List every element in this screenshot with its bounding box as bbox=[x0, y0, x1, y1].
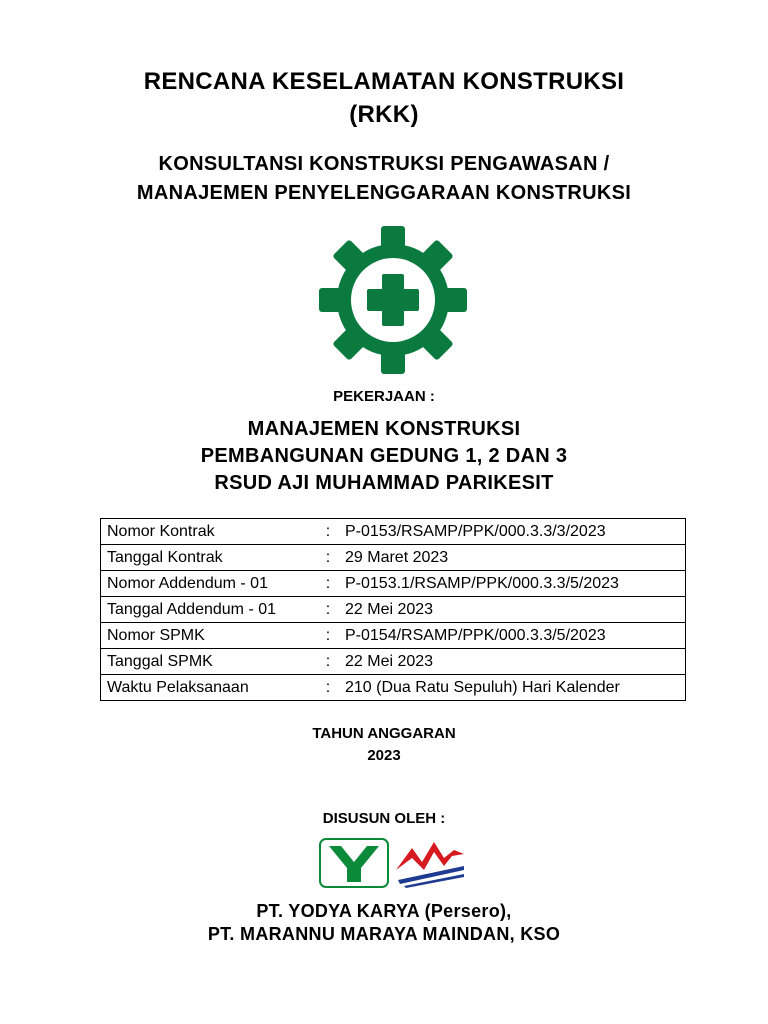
row-value: 22 Mei 2023 bbox=[339, 649, 686, 675]
table-row bbox=[101, 597, 686, 623]
company-line2: PT. MARANNU MARAYA MAINDAN, KSO bbox=[207, 924, 561, 944]
row-key: Nomor SPMK bbox=[101, 623, 318, 649]
doc-title-line2: (RKK) bbox=[349, 101, 419, 128]
yodya-karya-logo bbox=[319, 838, 389, 888]
doc-subtitle-line2: MANAJEMEN PENYELENGGARAAN KONSTRUKSI bbox=[136, 182, 632, 204]
row-key: Nomor Addendum - 01 bbox=[101, 571, 318, 597]
row-value: P-0153/RSAMP/PPK/000.3.3/3/2023 bbox=[339, 519, 686, 545]
table-row bbox=[101, 623, 686, 649]
row-sep: : bbox=[317, 623, 339, 649]
anggaran-label: TAHUN ANGGARAN bbox=[312, 725, 456, 742]
disusun-label: DISUSUN OLEH : bbox=[322, 810, 446, 827]
row-sep: : bbox=[317, 597, 339, 623]
row-sep: : bbox=[317, 545, 339, 571]
row-sep: : bbox=[317, 675, 339, 701]
pekerjaan-line3: RSUD AJI MUHAMMAD PARIKESIT bbox=[214, 472, 554, 494]
row-value: 29 Maret 2023 bbox=[339, 545, 686, 571]
table-row bbox=[101, 649, 686, 675]
row-key: Waktu Pelaksanaan bbox=[101, 675, 318, 701]
contract-info-table bbox=[100, 518, 686, 701]
row-value: 22 Mei 2023 bbox=[339, 597, 686, 623]
row-key: Tanggal Addendum - 01 bbox=[101, 597, 318, 623]
anggaran-year: 2023 bbox=[367, 747, 401, 764]
doc-title-line1: RENCANA KESELAMATAN KONSTRUKSI bbox=[143, 68, 625, 95]
table-row bbox=[101, 675, 686, 701]
row-key: Nomor Kontrak bbox=[101, 519, 318, 545]
row-sep: : bbox=[317, 571, 339, 597]
row-value: P-0154/RSAMP/PPK/000.3.3/5/2023 bbox=[339, 623, 686, 649]
table-row bbox=[101, 519, 686, 545]
pekerjaan-label: PEKERJAAN : bbox=[333, 388, 435, 405]
table-row bbox=[101, 545, 686, 571]
row-sep: : bbox=[317, 519, 339, 545]
table-row bbox=[101, 571, 686, 597]
row-value: P-0153.1/RSAMP/PPK/000.3.3/5/2023 bbox=[339, 571, 686, 597]
doc-subtitle-line1: KONSULTANSI KONSTRUKSI PENGAWASAN / bbox=[158, 153, 610, 175]
marannu-logo bbox=[394, 836, 466, 888]
row-key: Tanggal SPMK bbox=[101, 649, 318, 675]
pekerjaan-line1: MANAJEMEN KONSTRUKSI bbox=[247, 418, 521, 440]
k3-safety-gear-icon bbox=[319, 226, 467, 374]
row-sep: : bbox=[317, 649, 339, 675]
company-line1: PT. YODYA KARYA (Persero), bbox=[256, 901, 512, 921]
pekerjaan-line2: PEMBANGUNAN GEDUNG 1, 2 DAN 3 bbox=[200, 445, 568, 467]
row-value: 210 (Dua Ratu Sepuluh) Hari Kalender bbox=[339, 675, 686, 701]
row-key: Tanggal Kontrak bbox=[101, 545, 318, 571]
